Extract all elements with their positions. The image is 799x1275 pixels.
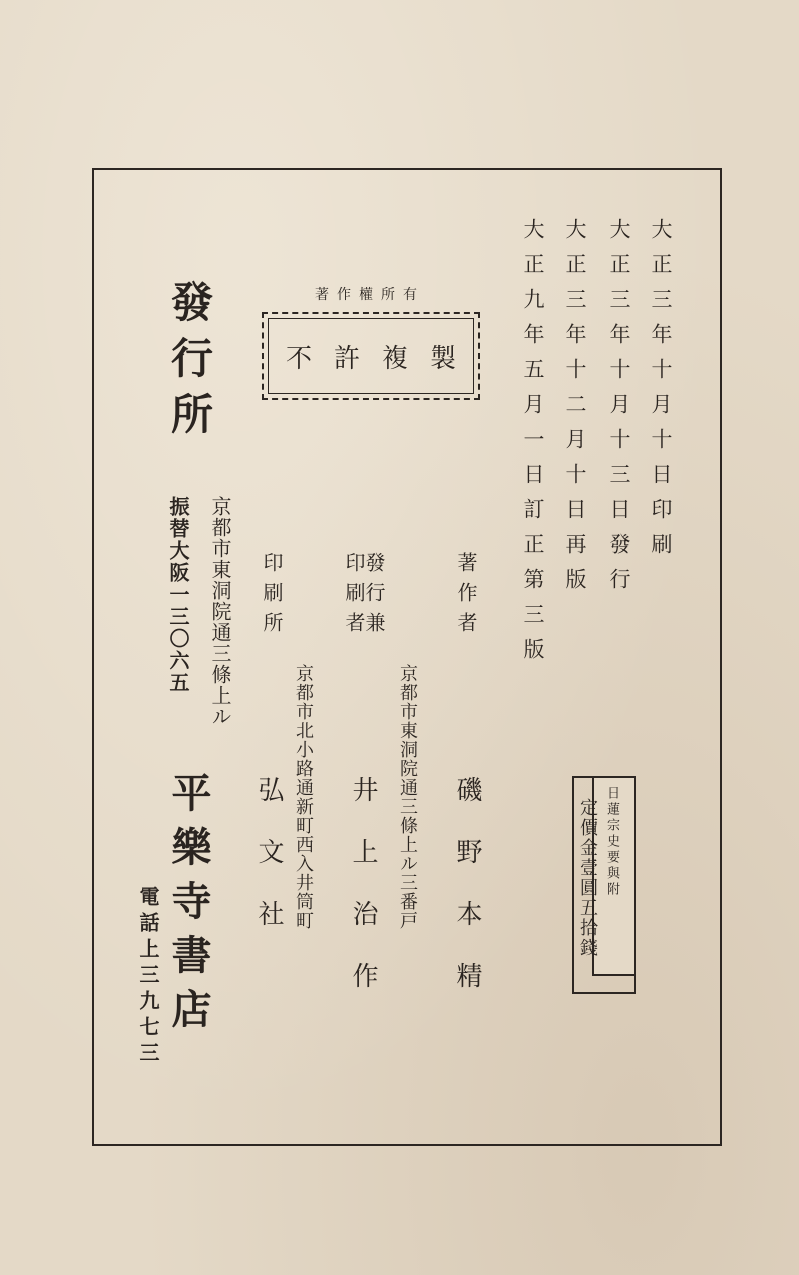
price-book-title: 日蓮宗史要與附 <box>604 786 619 898</box>
issuer-role: 發行兼 <box>362 552 386 642</box>
stamp-text: 不許複製 <box>286 343 479 374</box>
date-reprint: 大正三年十二月十日再版 <box>563 218 587 603</box>
author-name: 磯野本精 <box>452 776 482 1024</box>
printer-role: 印刷者 <box>342 552 366 642</box>
date-printing: 大正三年十月十日印刷 <box>649 218 673 568</box>
press-role: 印刷所 <box>260 552 284 642</box>
publisher-transfer-account: 振替大阪一三〇六五 <box>166 496 190 694</box>
date-revised-third-edition: 大正九年五月一日訂正第三版 <box>521 218 545 673</box>
publisher-name: 平樂寺書店 <box>165 772 212 1042</box>
price-value: 定價金壹圓五拾錢 <box>577 798 598 958</box>
issuer-name: 井上治作 <box>348 776 378 1024</box>
publisher-address: 京都市東洞院通三條上ル <box>208 496 232 727</box>
press-address: 京都市北小路通新町西入井筒町 <box>293 664 314 930</box>
author-role: 著作者 <box>454 552 478 642</box>
copyright-label: 著作權所有 <box>315 287 425 303</box>
date-publication: 大正三年十月十三日發行 <box>607 218 631 603</box>
publisher-title: 發行所 <box>165 280 214 448</box>
price-box <box>572 776 636 994</box>
issuer-address: 京都市東洞院通三條上ル三番戸 <box>397 664 418 930</box>
press-name: 弘文社 <box>254 776 284 962</box>
no-reproduction-stamp <box>262 312 480 400</box>
publisher-telephone: 電話上三九七三 <box>136 886 160 1068</box>
